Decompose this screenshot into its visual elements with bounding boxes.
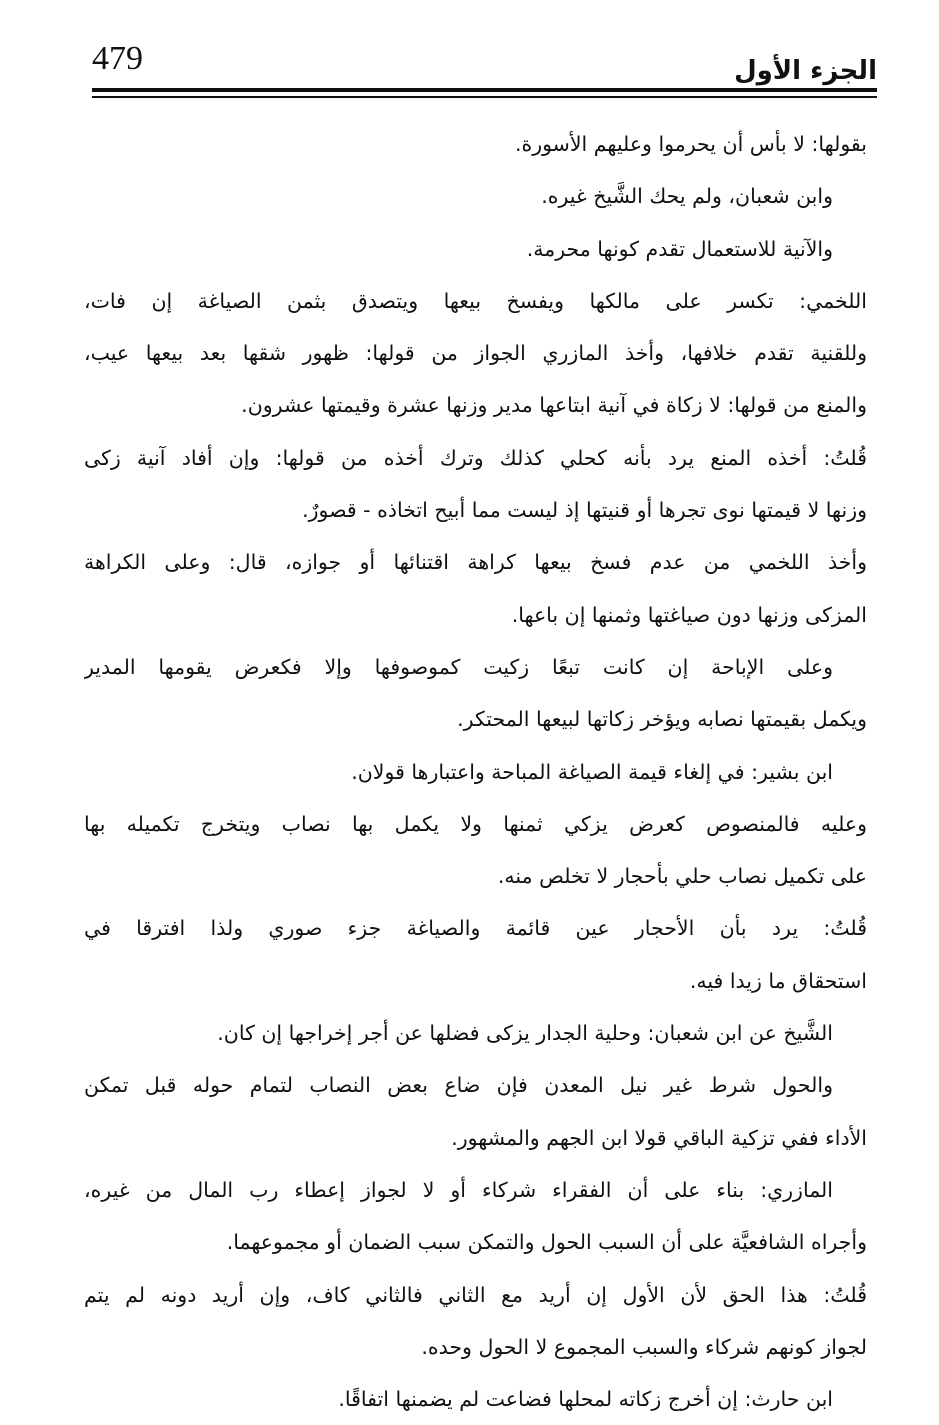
text-line: بقولها: لا بأس أن يحرموا وعليهم الأسورة. xyxy=(514,132,867,156)
text-line: ويكمل بقيمتها نصابه ويؤخر زكاتها لبيعها المحتكر. xyxy=(457,707,867,732)
text-line: الشَّيخ عن ابن شعبان: وحلية الجدار يزكى فضلها عن أجر إخراجها إن كان. xyxy=(217,1021,833,1046)
text-line: والحول شرط غير نيل المعدن فإن ضاع بعض النصاب لتمام حوله قبل تمكن xyxy=(84,1073,833,1098)
text-line: ابن حارث: إن أخرج زكاته لمحلها فضاعت لم يضمنها اتفاقًا. xyxy=(338,1387,833,1412)
text-line: والآنية للاستعمال تقدم كونها محرمة. xyxy=(526,236,833,261)
text-line: قُلتُ: هذا الحق لأن الأول إن أريد مع الثاني فالثاني كاف، وإن أريد دونه لم يتم xyxy=(84,1282,867,1307)
page-number: 479 xyxy=(92,40,143,77)
text-line: استحقاق ما زيدا فيه. xyxy=(689,968,867,993)
running-title: الجزء الأول xyxy=(734,56,877,86)
text-line: وزنها لا قيمتها نوى تجرها أو قنيتها إذ ليست مما أبيح اتخاذه - قصورٌ. xyxy=(302,498,867,523)
text-line: قُلتُ: أخذه المنع يرد بأنه كحلي كذلك وترك أخذه من قولها: وإن أفاد آنية زكى xyxy=(84,445,867,470)
text-line: المازري: بناء على أن الفقراء شركاء أو لا لجواز إعطاء رب المال من غيره، xyxy=(84,1177,833,1202)
text-line: والمنع من قولها: لا زكاة في آنية ابتاعها مدير وزنها عشرة وقيمتها عشرون. xyxy=(241,393,867,418)
text-line: قُلتُ: يرد بأن الأحجار عين قائمة والصياغة جزء صوري ولذا افترقا في xyxy=(84,916,867,941)
text-line: وأخذ اللخمي من عدم فسخ بيعها كراهة اقتنائها أو جوازه، قال: وعلى الكراهة xyxy=(84,550,867,575)
text-line: اللخمي: تكسر على مالكها ويفسخ بيعها ويتصدق بثمن الصياغة إن فات، xyxy=(84,288,867,313)
text-line: وللقنية تقدم خلافها، وأخذ المازري الجواز من قولها: ظهور شقها بعد بيعها عيب، xyxy=(84,341,867,366)
text-line: على تكميل نصاب حلي بأحجار لا تخلص منه. xyxy=(497,864,867,889)
header-rule-thin xyxy=(92,96,877,98)
text-line: الأداء ففي تزكية الباقي قولا ابن الجهم والمشهور. xyxy=(451,1125,867,1150)
body-text xyxy=(84,118,867,1425)
text-line: وأجراه الشافعيَّة على أن السبب الحول والتمكن سبب الضمان أو مجموعهما. xyxy=(226,1230,867,1255)
text-line: المزكى وزنها دون صياغتها وثمنها إن باعها. xyxy=(511,602,867,627)
header-rule-thick xyxy=(92,88,877,92)
text-line: وابن شعبان، ولم يحك الشَّيخ غيره. xyxy=(541,184,833,209)
text-line: وعليه فالمنصوص كعرض يزكي ثمنها ولا يكمل بها نصاب ويتخرج تكميله بها xyxy=(84,811,867,836)
text-line: وعلى الإباحة إن كانت تبعًا زكيت كموصوفها وإلا فكعرض يقومها المدير xyxy=(84,654,833,679)
text-line: ابن بشير: في إلغاء قيمة الصياغة المباحة واعتبارها قولان. xyxy=(351,759,833,784)
text-line: لجواز كونهم شركاء والسبب المجموع لا الحول وحده. xyxy=(421,1334,867,1359)
